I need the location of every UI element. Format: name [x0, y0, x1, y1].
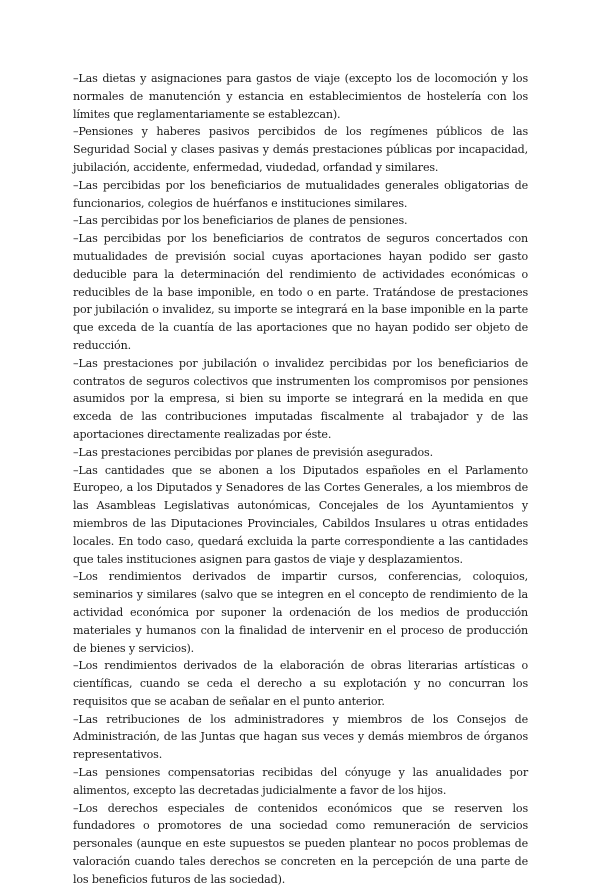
- paragraph-pensiones-haberes: –Pensiones y haberes pasivos percibidos de los regímenes públicos de las Seguridad Social y clases pasivas y demás prestaciones públicas por incapacidad, jubilación, accidente, enfermedad, viudedad, orfandad y similares.: [73, 125, 528, 174]
- paragraph-administradores: –Las retribuciones de los administradores y miembros de los Consejos de Administración, de las Juntas que hagan sus veces y demás miembros de órganos representativos.: [73, 712, 528, 762]
- paragraph-seguros-colectivos: –Las prestaciones por jubilación o invalidez percibidas por los beneficiarios de contratos de seguros colectivos que instrumenten los compromisos por pensiones asumidos por la empresa, si bien su importe se integrará en la medida en que exceda de las contribuciones imputadas fiscalmente al trabajador y de las aportaciones directamente realizadas por éste.: [73, 356, 528, 441]
- paragraph-planes-prevision: –Las prestaciones percibidas por planes de previsión asegurados.: [73, 445, 433, 459]
- paragraph-pensiones-compensatorias: –Las pensiones compensatorias recibidas del cónyuge y las anualidades por alimentos, excepto las decretadas judicialmente a favor de los hijos.: [73, 766, 528, 797]
- paragraph-seguros-mutualidades: –Las percibidas por los beneficiarios de contratos de seguros concertados con mutualidades de previsión social cuyas aportaciones hayan podido ser gasto deducible para la determinación del rendimiento de actividades económicas o reducibles de la base imponible, en todo o en parte. Tratándose de prestaciones por jubilación o invalidez, su importe se integrará en la base imponible en la parte que exceda de la cuantía de las aportaciones que no hayan podido ser objeto de reducción.: [73, 232, 528, 352]
- paragraph-derechos-especiales: –Los derechos especiales de contenidos económicos que se reserven los fundadores o promotores de una sociedad como remuneración de servicios personales (aunque en este supuestos se pueden plantear no pocos problemas de valoración cuando tales derechos se concreten en la percepción de una parte de los beneficios futuros de las sociedad).: [73, 801, 528, 886]
- paragraph-diputados: –Las cantidades que se abonen a los Diputados españoles en el Parlamento Europeo, a los Diputados y Senadores de las Cortes Generales, a los miembros de las Asambleas Legislativas autonómicas, Concejales de los Ayuntamientos y miembros de las Diputaciones Provinciales, Cabildos Insulares u otras entidades locales. En todo caso, quedará excluida la parte correspondiente a las cantidades que tales instituciones asignen para gastos de viaje y desplazamientos.: [73, 463, 528, 566]
- paragraph-mutualidades: –Las percibidas por los beneficiarios de mutualidades generales obligatorias de funcionarios, colegios de huérfanos e instituciones similares.: [73, 178, 528, 210]
- paragraph-cursos-conferencias: –Los rendimientos derivados de impartir cursos, conferencias, coloquios, seminarios y similares (salvo que se integren en el concepto de rendimiento de la actividad económica por suponer la ordenación de los medios de producción materiales y humanos con la finalidad de intervenir en el proceso de producción de bienes y servicios).: [73, 570, 528, 655]
- paragraph-dietas: –Las dietas y asignaciones para gastos de viaje (excepto los de locomoción y los normales de manutención y estancia en establecimientos de hostelería con los límites que reglamentariamente se establezcan).: [73, 72, 528, 121]
- paragraph-planes-pensiones: –Las percibidas por los beneficiarios de planes de pensiones.: [73, 214, 408, 228]
- paragraph-obras-literarias: –Los rendimientos derivados de la elaboración de obras literarias artísticas o científicas, cuando se ceda el derecho a su explotación y no concurran los requisitos que se acaban de señalar en el punto anterior.: [73, 659, 528, 708]
